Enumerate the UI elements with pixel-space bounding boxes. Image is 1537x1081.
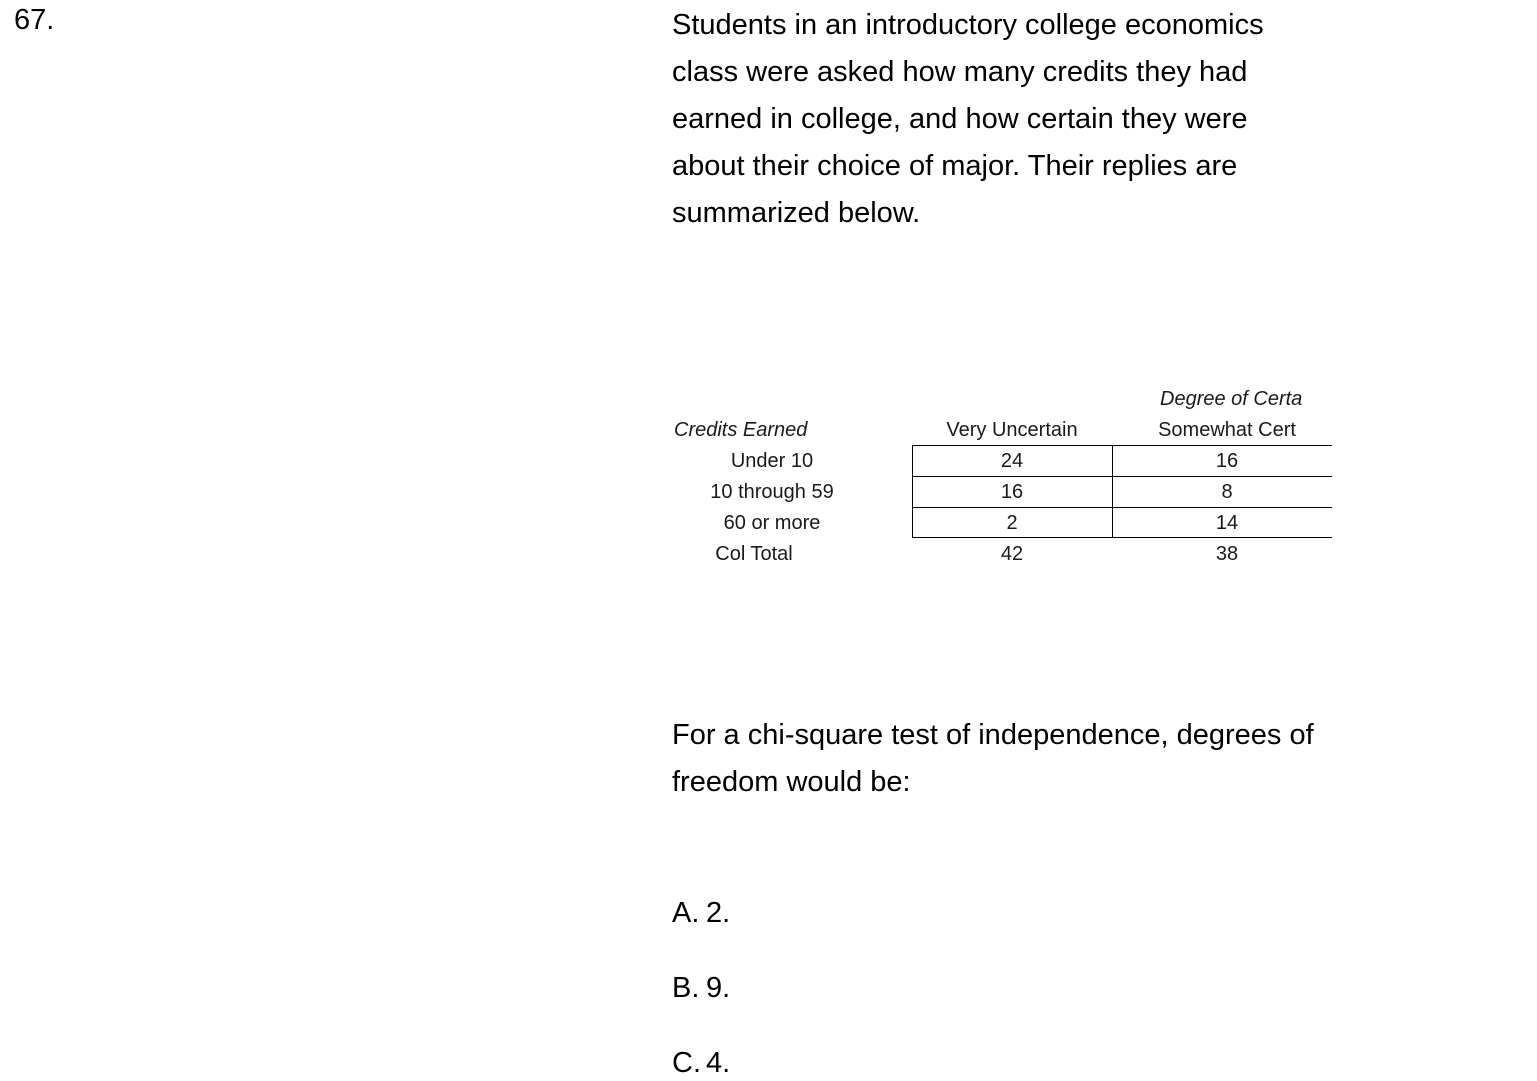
choice-b[interactable]	[672, 970, 730, 1006]
question-prompt: For a chi-square test of independence, degrees of freedom would be:	[672, 719, 1314, 798]
table-grid-hline-1	[912, 476, 1332, 477]
table-cell: 16	[1000, 481, 1024, 503]
table-grid-vline	[1112, 445, 1113, 538]
table-cell: 2	[1006, 512, 1018, 534]
table-column-header-2: Somewhat Cert	[1158, 419, 1296, 441]
choice-a-text: 2.	[706, 897, 731, 929]
table-column-header-1: Very Uncertain	[946, 419, 1078, 441]
table-row-label: 10 through 59	[710, 481, 834, 503]
choice-c-letter: C.	[672, 1047, 701, 1079]
question-stem: Students in an introductory college economics class were asked how many credits they had earned in college, and how certain they were about their choice of major. Their replies are summarized below.	[672, 9, 1264, 229]
choice-c[interactable]	[672, 1045, 730, 1081]
choice-a[interactable]	[672, 895, 730, 931]
choice-b-letter: B.	[672, 972, 700, 1004]
table-cell: 24	[1000, 450, 1024, 472]
table-cell: 8	[1221, 481, 1233, 503]
table-cell: 16	[1215, 450, 1239, 472]
table-total-row-label: Col Total	[715, 543, 793, 565]
choice-b-text: 9.	[706, 972, 731, 1004]
table-row-label: 60 or more	[723, 512, 821, 534]
table-total-cell: 42	[1000, 543, 1024, 565]
choice-a-letter: A.	[672, 897, 700, 929]
choice-c-text: 4.	[706, 1047, 731, 1079]
table-row-header-title: Credits Earned	[674, 419, 808, 441]
question-number: 67.	[14, 4, 55, 36]
table-row-label: Under 10	[730, 450, 814, 472]
table-cell: 14	[1215, 512, 1239, 534]
table-grid-hline-2	[912, 507, 1332, 508]
table-group-header: Degree of Certa	[1160, 388, 1303, 410]
table-total-cell: 38	[1215, 543, 1239, 565]
contingency-table-figure	[672, 388, 1332, 578]
